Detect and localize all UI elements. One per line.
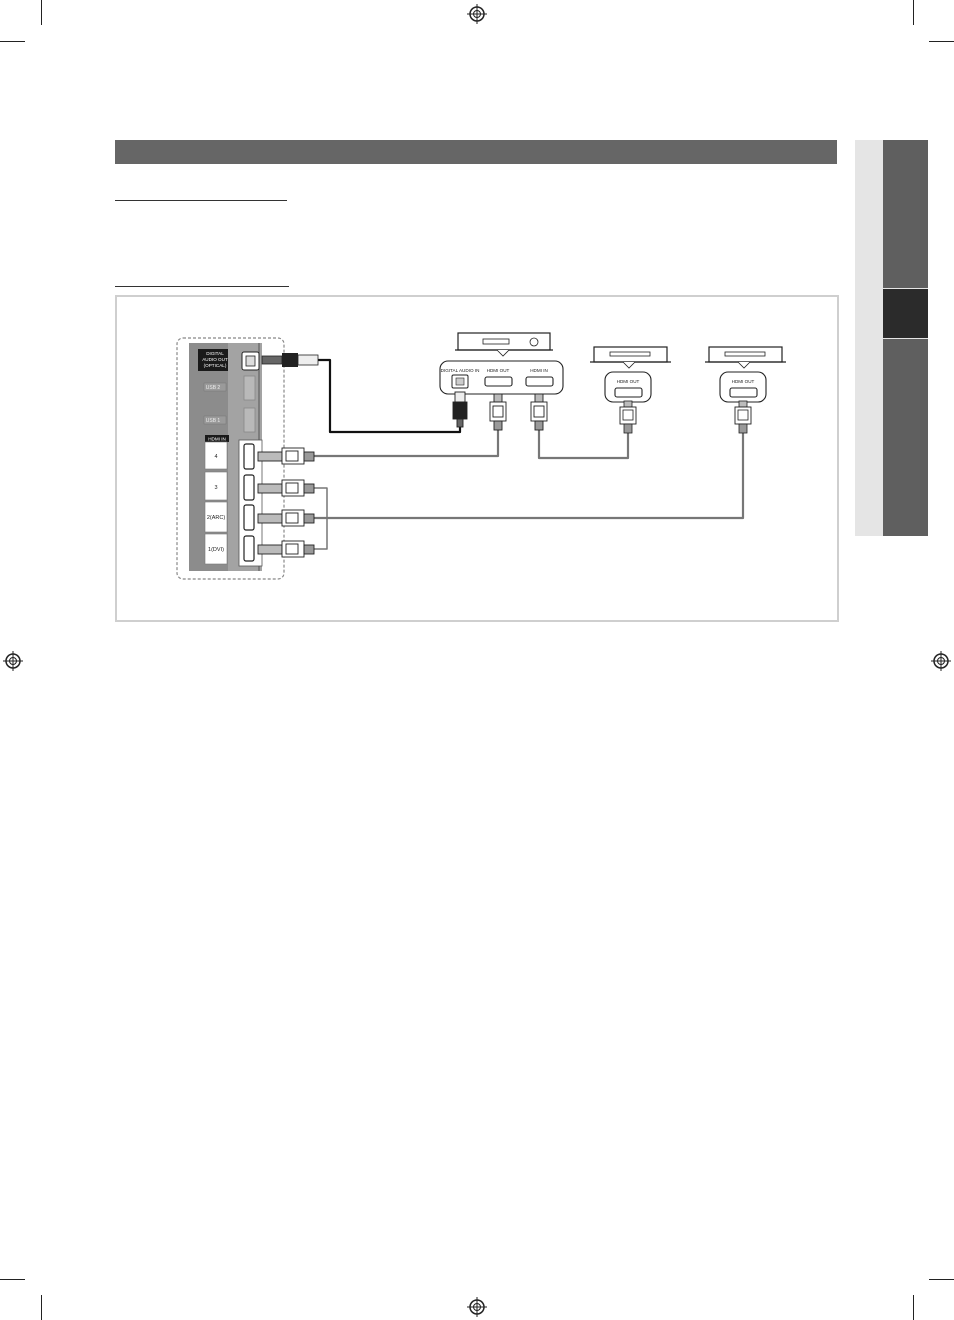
optical-plug — [262, 353, 318, 367]
receiver-digital-audio-in-label: DIGITAL AUDIO IN — [440, 368, 480, 373]
receiver-hdmi-out-label: HDMI OUT — [486, 368, 510, 373]
player-1-hdmi-out-label: HDMI OUT — [616, 379, 640, 384]
hdmi-port-2-label: 2(ARC) — [206, 515, 226, 521]
av-receiver — [440, 333, 563, 394]
hdmi-in-label: HDMI IN — [208, 436, 226, 442]
playback-device-2 — [705, 347, 786, 433]
hdmi-port-4-label: 4 — [214, 454, 218, 460]
usb-1-label: USB 1 — [205, 418, 221, 424]
hdmi-port-1-label: 1(DVI) — [208, 547, 224, 553]
digital-audio-out-label-line2: AUDIO OUT — [202, 357, 228, 362]
hdmi-port-3-label: 3 — [214, 485, 218, 491]
digital-audio-out-label-line1: DIGITAL — [206, 351, 224, 356]
receiver-hdmi-in-label: HDMI IN — [530, 368, 548, 373]
digital-audio-out-label-line3: (OPTICAL) — [203, 363, 227, 368]
hdmi-plugs-tv — [258, 448, 314, 557]
receiver-plugs — [453, 392, 547, 430]
playback-device-1 — [590, 347, 671, 433]
player-2-hdmi-out-label: HDMI OUT — [731, 379, 755, 384]
usb-2-label: USB 2 — [205, 385, 221, 391]
